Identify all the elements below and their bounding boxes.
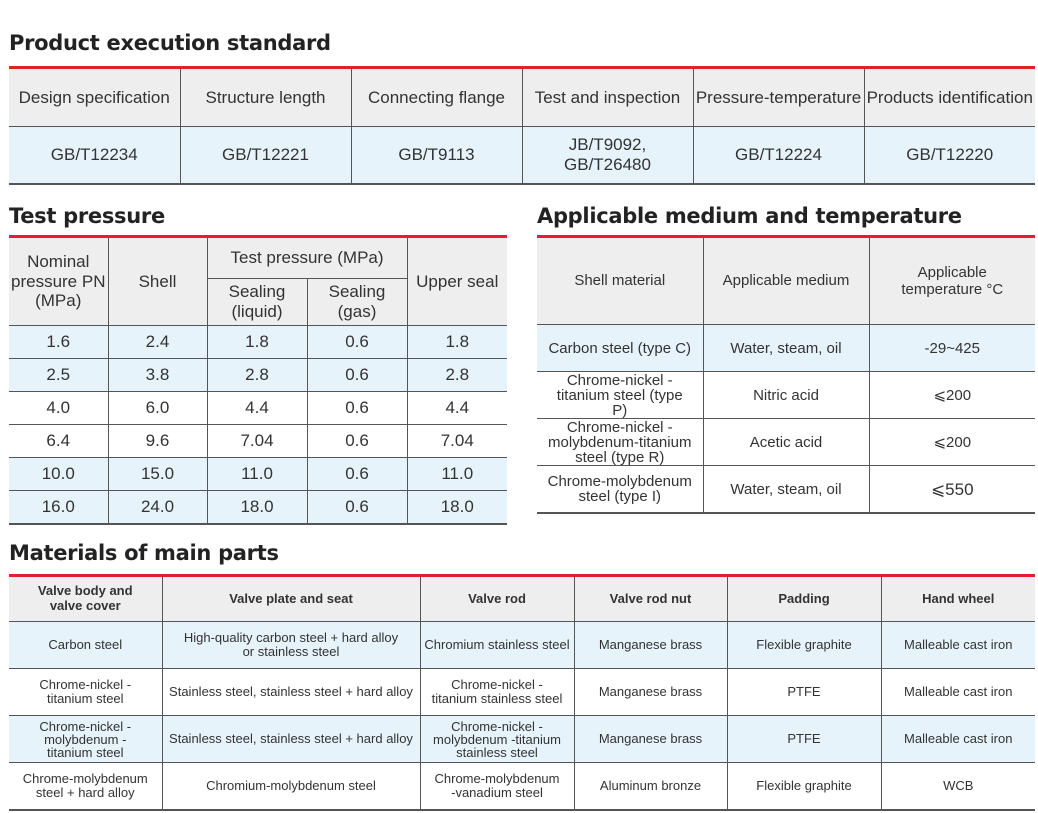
medium-header-shell-material: Shell material	[537, 237, 703, 325]
pressure-cell: 2.8	[207, 359, 307, 392]
medium-cell: Nitric acid	[703, 372, 869, 419]
materials-cell: Chromium-molybdenum steel	[162, 763, 420, 811]
table-row	[9, 326, 507, 359]
pressure-header-test-pressure: Test pressure (MPa)	[207, 237, 407, 279]
materials-cell: Chrome-nickel -molybdenum -titanium steel	[9, 716, 162, 763]
medium-cell: Water, steam, oil	[703, 466, 869, 514]
pressure-cell: 4.0	[9, 392, 108, 425]
pressure-cell: 6.4	[9, 425, 108, 458]
pressure-cell: 24.0	[108, 491, 207, 525]
pressure-cell: 18.0	[207, 491, 307, 525]
exec-value: GB/T9113	[351, 127, 522, 185]
materials-cell: Chromium stainless steel	[420, 622, 574, 669]
exec-value: GB/T12234	[9, 127, 180, 185]
materials-cell: PTFE	[727, 716, 881, 763]
pressure-cell: 0.6	[307, 458, 407, 491]
pressure-header-nominal: Nominal pressure PN (MPa)	[9, 237, 108, 326]
pressure-cell: 2.8	[407, 359, 507, 392]
materials-cell: Malleable cast iron	[881, 669, 1035, 716]
exec-value: GB/T12220	[864, 127, 1035, 185]
pressure-cell: 16.0	[9, 491, 108, 525]
materials-cell: PTFE	[727, 669, 881, 716]
medium-cell: Water, steam, oil	[703, 325, 869, 372]
materials-cell: Chrome-molybdenum steel + hard alloy	[9, 763, 162, 811]
pressure-cell: 1.6	[9, 326, 108, 359]
table-row	[9, 763, 1035, 811]
pressure-cell: 3.8	[108, 359, 207, 392]
materials-cell: Carbon steel	[9, 622, 162, 669]
pressure-header-sealing-gas: Sealing (gas)	[307, 279, 407, 326]
table-row	[9, 458, 507, 491]
medium-cell: ⩽550	[869, 466, 1035, 514]
table-row	[9, 425, 507, 458]
materials-header-valve-plate: Valve plate and seat	[162, 576, 420, 622]
materials-cell: Malleable cast iron	[881, 716, 1035, 763]
materials-cell: Manganese brass	[574, 716, 727, 763]
pressure-header-shell: Shell	[108, 237, 207, 326]
materials-cell: WCB	[881, 763, 1035, 811]
materials-cell: Chrome-nickel -titanium steel	[9, 669, 162, 716]
materials-cell: Chrome-nickel -molybdenum -titanium stainless steel	[420, 716, 574, 763]
pressure-cell: 7.04	[407, 425, 507, 458]
materials-cell: Manganese brass	[574, 669, 727, 716]
pressure-cell: 0.6	[307, 392, 407, 425]
pressure-cell: 0.6	[307, 425, 407, 458]
table-row	[537, 419, 1035, 466]
pressure-cell: 0.6	[307, 359, 407, 392]
medium-header-temperature: Applicable temperature °C	[869, 237, 1035, 325]
exec-header-products-identification: Products identification	[864, 68, 1035, 127]
materials-header-valve-rod-nut: Valve rod nut	[574, 576, 727, 622]
medium-cell: Chrome-molybdenum steel (type I)	[537, 466, 703, 514]
table-row	[9, 491, 507, 525]
materials-section-title: Materials of main parts	[9, 541, 279, 565]
table-row	[537, 372, 1035, 419]
materials-cell: High-quality carbon steel + hard alloy or stainless steel	[162, 622, 420, 669]
pressure-cell: 2.4	[108, 326, 207, 359]
pressure-cell: 7.04	[207, 425, 307, 458]
table-row	[9, 392, 507, 425]
exec-header-connecting-flange: Connecting flange	[351, 68, 522, 127]
pressure-cell: 2.5	[9, 359, 108, 392]
pressure-cell: 11.0	[407, 458, 507, 491]
materials-cell: Stainless steel, stainless steel + hard alloy	[162, 716, 420, 763]
medium-cell: Chrome-nickel -molybdenum-titanium steel (type R)	[537, 419, 703, 466]
medium-section-title: Applicable medium and temperature	[537, 204, 962, 228]
medium-temperature-table	[537, 235, 1035, 514]
pressure-cell: 10.0	[9, 458, 108, 491]
materials-table	[9, 574, 1035, 811]
materials-header-padding: Padding	[727, 576, 881, 622]
table-row	[9, 622, 1035, 669]
pressure-cell: 1.8	[407, 326, 507, 359]
pressure-cell: 4.4	[407, 392, 507, 425]
materials-header-valve-body: Valve body and valve cover	[9, 576, 162, 622]
materials-cell: Flexible graphite	[727, 622, 881, 669]
execution-standard-table	[9, 66, 1035, 185]
materials-cell: Stainless steel, stainless steel + hard alloy	[162, 669, 420, 716]
exec-header-pressure-temperature: Pressure-temperature	[693, 68, 864, 127]
test-pressure-table	[9, 235, 507, 525]
medium-cell: -29~425	[869, 325, 1035, 372]
exec-value: GB/T12224	[693, 127, 864, 185]
medium-cell: Chrome-nickel -titanium steel (type P)	[537, 372, 703, 419]
materials-cell: Aluminum bronze	[574, 763, 727, 811]
exec-value: GB/T12221	[180, 127, 351, 185]
pressure-cell: 11.0	[207, 458, 307, 491]
materials-cell: Chrome-molybdenum -vanadium steel	[420, 763, 574, 811]
pressure-cell: 6.0	[108, 392, 207, 425]
table-row	[537, 466, 1035, 514]
execution-section-title: Product execution standard	[9, 31, 331, 55]
pressure-cell: 1.8	[207, 326, 307, 359]
exec-header-structure-length: Structure length	[180, 68, 351, 127]
medium-cell: ⩽200	[869, 419, 1035, 466]
medium-header-applicable-medium: Applicable medium	[703, 237, 869, 325]
exec-header-test-inspection: Test and inspection	[522, 68, 693, 127]
materials-cell: Malleable cast iron	[881, 622, 1035, 669]
materials-cell: Chrome-nickel -titanium stainless steel	[420, 669, 574, 716]
exec-value: JB/T9092, GB/T26480	[522, 127, 693, 185]
table-row	[537, 325, 1035, 372]
table-row	[9, 359, 507, 392]
medium-cell: ⩽200	[869, 372, 1035, 419]
pressure-header-upper-seal: Upper seal	[407, 237, 507, 326]
medium-cell: Acetic acid	[703, 419, 869, 466]
pressure-cell: 4.4	[207, 392, 307, 425]
table-row	[9, 669, 1035, 716]
materials-header-valve-rod: Valve rod	[420, 576, 574, 622]
pressure-cell: 18.0	[407, 491, 507, 525]
pressure-section-title: Test pressure	[9, 204, 165, 228]
pressure-cell: 0.6	[307, 491, 407, 525]
materials-cell: Manganese brass	[574, 622, 727, 669]
pressure-cell: 15.0	[108, 458, 207, 491]
materials-cell: Flexible graphite	[727, 763, 881, 811]
pressure-cell: 0.6	[307, 326, 407, 359]
exec-header-design-specification: Design specification	[9, 68, 180, 127]
pressure-header-sealing-liquid: Sealing (liquid)	[207, 279, 307, 326]
table-row	[9, 716, 1035, 763]
materials-header-hand-wheel: Hand wheel	[881, 576, 1035, 622]
pressure-cell: 9.6	[108, 425, 207, 458]
medium-cell: Carbon steel (type C)	[537, 325, 703, 372]
